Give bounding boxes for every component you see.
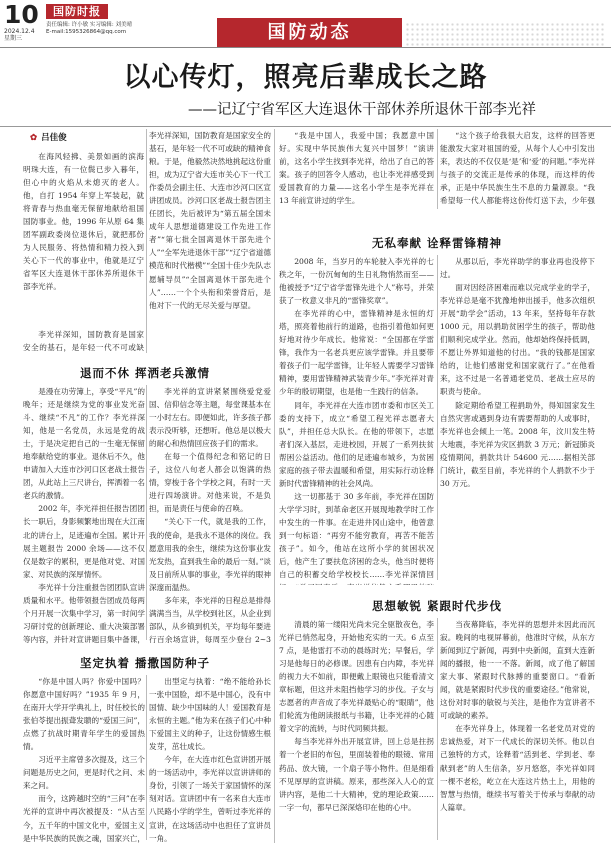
section-3-column-a <box>279 255 434 585</box>
column-divider <box>146 385 147 640</box>
section-1-paragraph: 是漫在功劳簿上，享受“平凡”的晚年；还是继续为党的事业发光奋斗、继续“不凡”的工作？李光祥深知，他是一名党员，永远是党的战士，于是决定把自己的一生毫无保留地奉献给党的事业。退休后不久，他申请加入大连市沙河口区老战士报告团，从此站上三尺讲台，挥洒着一名老兵的激情。 <box>23 387 145 501</box>
section-3-column-b <box>440 255 595 585</box>
section-3-paragraph: 面对因经济困难而难以完成学业的学子，李光祥总是毫不犹豫地伸出援手，他多次组织开展“助学会”活动，13 年来，坚持每年存款 1000 元，用以捐助贫困学生的孩子，帮助他们顺利完成学业。然而，他却始终保持低调，不愿让外界知道他的付出。“我的钱都是国家给的，让他们感谢党和国家就行了。”在他看来，这不过是一名普通老党员、老战士应尽的职责与使命。 <box>440 283 595 397</box>
section-1-paragraph: 李光祥十分注重报告团团队宣讲质量和水平。他带领报告团成员每两个月开展一次集中学习，第一时间学习研讨党的创新理论、重大决策部署等内容，并针对宣讲题目集中备课， <box>23 582 145 644</box>
intro-column-2 <box>149 129 271 357</box>
section-3-paragraph: 2008 年，当岁月的车轮驶入李光祥的七秩之年，一份沉甸甸的生日礼物悄然而至——他被授予“辽宁省学雷锋先进个人”称号，并荣获了一枚意义非凡的“雷锋奖章”。 <box>279 257 434 306</box>
section-3-paragraph: 这一切都基于 30 多年前，李光祥在国防大学学习时，到革命老区开展现地教学时工作中发生的一件事。在走进井冈山途中，他曾意到一句标语：“再穷不能穷教育，再苦不能苦孩子”。如今，他站在这所小学的贫困状况后，他产生了要扶危济困的念头，他当时便将自己的积蓄交给学校校长……李光祥深情回 <box>279 491 434 580</box>
author-byline <box>30 131 67 143</box>
section-1-paragraph: 李光祥的宣讲紧紧围绕爱党爱国、信仰信念等主题，每堂课基本在一小时左右。即便如此，许多孩子都表示没听够，还想听。他总是以极大的耐心和热情回应孩子们的需求。 <box>149 387 271 449</box>
column-divider <box>146 129 147 353</box>
editors-text: 责任编辑: 许小敏 实习编辑: 刘美晴 <box>46 22 132 28</box>
section-4-paragraph: 每当李光祥外出开展宣讲，回上总是拄拐着一个老旧的布包，里面装着他的眼镜、常用药品、放大镜，一个扇子等小物件。但是细看不见厚厚的宣讲稿。原来，那些深入人心的宣讲内容，是他二十大精神，党的理论政策……一字一句，都早已深深烙印在他的心中。 <box>279 737 434 812</box>
section-1-column-b <box>149 385 271 645</box>
section-1-paragraph: 2002 年，李光祥担任报告团团长一职后，身影频繁地出现在大江南北的讲台上，足迹遍布全国。累计开展主题报告 2000 余场——这不仅仅是数字的累积，更是他对党、对国家、对民族的深厚情怀。 <box>23 504 145 579</box>
continuation-paragraph: “我是中国人，我爱中国；我愿意中国好。实现中华民族伟大复兴中国梦！”演讲前，这名小学生找到李光祥，给出了自己的答案。孩子的回答令人感动，也让李光祥感受到爱国教育的力量——这名小学生是李光祥在 13 年前宣讲过的学生。 <box>279 131 434 206</box>
section-heading-1: 退而不休 挥洒老兵激情 <box>79 366 210 380</box>
section-3-paragraph: 除定期给希望工程捐助外，得知国家发生自然灾害或遇到身边有需要帮助的人或事时，李光祥也会倾上一笔。2008 年，汶川发生特大地震，李光祥为灾区捐款 3 万元；新冠肺炎疫情期间，捐款共计 54600 元……据相关部门统计，截至目前，李光祥的个人捐款不少于 30 万元。 <box>440 400 595 488</box>
section-2-column-a <box>23 675 145 843</box>
weekday-text: 星期三 <box>4 35 23 42</box>
article-title: 以心传灯，照亮后辈成长之路 <box>123 62 488 93</box>
section-1-paragraph: “关心下一代，就是我的工作，我的使命，是我永不退休的岗位。我愿意用我的余生，继续为这份事业发光发热，直到我生命的最后一刻。”谈及日前所从事的事业，李光祥的眼神深邃而温热。 <box>149 517 271 592</box>
intro-paragraph: 在海风轻拂、美景如画的滨海明珠大连，有一位鬓已步入暮年，但心中的火焰从未熄灭的老人。他，自打 1954 年穿上军装起，就将青春与热血毫无保留地献给祖国国防事业。他，1996 年从原 64 集团军副政委岗位退休后，就把那份为人民服务、将热情和精力投入到关心下一代的事业中，他就是辽宁省军区大连退休干部休养所退休干部李光祥。 <box>23 152 144 292</box>
continuation-column-a <box>279 129 434 209</box>
editor-info <box>46 22 166 36</box>
author-marker-icon: ✿ <box>30 133 38 143</box>
section-2-column-b <box>149 675 271 843</box>
section-4-column-b <box>440 618 595 843</box>
section-2-paragraph: 习近平主席曾多次提及，这三个问题是历史之问，更是时代之问、未来之问。 <box>23 755 145 791</box>
section-1-paragraph: 多年来，李光祥的日程总是排得满满当当，从学校到社区，从企业到部队，从乡镇到机关，平均每年要进行百余场宣讲，每周至少登台 2~3 <box>149 595 271 644</box>
section-2-paragraph: 而今，这跨越时空的“三问”在李光祥的宣讲中再次被提及：“从古至今，五千年的中国文化中，爱国主义是中华民族的民族之魂，国家兴亡， <box>23 794 145 843</box>
column-divider <box>437 255 438 580</box>
continuation-paragraph: “这个孩子给我很大启发，这样的回答更能激发大家对祖国的爱，从每个人心中引发出来，表达的不仅仅是‘是’和‘爱’的问题。”李光祥与孩子的交流正是传承的体现，而这样的传承，正是中华民族生生不息的力量源泉。“我希望每一代人都能将这份传灯送下去，少年强 <box>440 131 595 206</box>
title-divider <box>0 126 611 127</box>
section-2-paragraph: 今年，在大连市红色宣讲团开展的一场活动中，李光祥以宣讲讲师的身份，引领了一场关于家国情怀的深刻对话。宣讲团中有一名来自大连市八民路小学的学生，曾听过李光祥的宣讲，在这场活动中也担任了宣讲员一角。 <box>149 755 271 843</box>
column-divider <box>437 618 438 840</box>
section-banner: 国防动态 <box>217 18 402 48</box>
dot-pattern-decoration <box>405 22 605 48</box>
intro-paragraph: 李光祥深知，国防教育是国家安全的基石，是年轻一代不可或缺 <box>23 330 144 353</box>
section-2-paragraph: 出型定与执着：“绝不能给孙长一张中国脸，却不是中国心，没有中国情、缺少中国味的人！爱国教育是永恒的主题。”他为来在孩子们心中种下爱国主义的种子，让这份情感生根发芽，茁壮成长。 <box>149 677 271 752</box>
section-heading-4: 思想敏锐 紧跟时代步伐 <box>371 599 502 613</box>
section-heading-2: 坚定执着 播撒国防种子 <box>79 656 210 670</box>
section-1-paragraph: 在每一个值得纪念和铭记的日子，这位八旬老人都会以饱满的热情，穿梭于各个学校之间，有时一天进行四场演讲。对他来说，不是负担，而是责任与使命的召唤。 <box>149 452 271 514</box>
section-4-paragraph: 当夜幕降临，李光祥的思想并未因此而沉寂。晚间的电视屏幕前，他准时守候，从东方新闻到辽宁新闻，再到中央新闻，直到大连新闻的播报，他一一不落。新闻，成了他了解国家大事、紧跟时代脉搏的重要窗口。“看新闻，就是紧跟时代步伐的重要途径。”他常说，这份对时事的敏锐与关注，是他作为宣讲者不可或缺的素养。 <box>440 620 595 721</box>
column-divider <box>146 675 147 840</box>
email-text: E-mail:1595326864@qq.com <box>46 29 127 35</box>
section-1-column-a <box>23 385 145 645</box>
author-name: 吕佳俊 <box>41 133 67 143</box>
section-2-paragraph: “你是中国人吗？你爱中国吗？你愿意中国好吗？”1935 年 9 月，在南开大学开学典礼上，时任校长的张伯苓提出振聋发聩的“爱国三问”，点燃了抗战时期青年学生的爱国热情。 <box>23 677 145 752</box>
continuation-column-b <box>440 129 595 209</box>
page-number: 10 <box>4 0 39 29</box>
date-text: 2024.12.4 <box>4 28 35 35</box>
section-4-paragraph: 在李光祥身上，体现着一名老党员对党的忠诚热爱，对下一代成长的深切关怀。他以自己独特的方式，诠释着“活到老、学到老、奉献到老”的人生信条，岁月悠悠，李光祥如同一棵不老松，屹立在大连这片热土上，用他的智慧与热情，继续书写着关于传承与奉献的动人篇章。 <box>440 724 595 812</box>
newspaper-logo: 国防时报 <box>46 4 108 19</box>
issue-date <box>4 28 40 42</box>
section-4-column-a <box>279 618 434 843</box>
column-divider <box>437 129 438 209</box>
main-column-divider <box>274 129 275 843</box>
section-4-paragraph: 清晨的第一缕阳光尚未完全驱散夜色，李光祥已悄然起身，开始他充实的一天。6 点至 7 点，是他雷打不动的晨练时光；早餐后，学习是他每日的必修课。因患有白内障，李光祥的视力大不如前，即便戴上眼镜也只能看清文章标题，但这并未阻挡他学习的步伐。子女与志愿者的声音成了李光祥最贴心的“眼睛”，他们轮流为他朗读报纸与书籍，让李光祥的心随着文字的流转，与时代同频共振。 <box>279 620 434 734</box>
intro-column-1b <box>23 328 144 356</box>
section-3-paragraph: 从那以后，李光祥助学的事业再也没停下过。 <box>440 257 595 280</box>
section-heading-3: 无私奉献 诠释雷锋精神 <box>371 236 502 250</box>
section-3-paragraph: 在李光祥的心中，雷锋精神是永恒的灯塔，照亮着他前行的道路，也指引着他如何更好地对待少年成长。他常说：“全国都在学雷锋，我作为一名老兵更应该学雷锋。并且要带着孩子们一起学雷锋，让年轻人需要学习雷锋精神，要用雷锋精神武装青少年。”李光祥对青少年的殷切期望，也是他一生践行的信条。 <box>279 309 434 397</box>
article-subtitle: ——记辽宁省军区大连退休干部休养所退休干部李光祥 <box>188 102 536 118</box>
intro-column-1 <box>23 150 144 328</box>
header-divider <box>0 47 611 48</box>
section-3-paragraph: 同年，李光祥在大连市团市委和市区关工委的支持下，成立“希望工程光祥志愿者大队”，并担任总大队长。在他的带领下，志愿者们深入基层，走进校园，开展了一系列扶贫帮困公益活动。他们的足迹遍布城乡，为贫困家庭的孩子带去温暖和希望，用实际行动诠释新时代雷锋精神的社会风尚。 <box>279 400 434 488</box>
intro-paragraph: 李光祥深知，国防教育是国家安全的基石，是年轻一代不可或缺的精神食粮。于是，他毅然决然地挑起这份重担，成为辽宁省大连市关心下一代工作委员会副主任、大连市沙河口区宣讲团成员。沙河口区老战士报告团主任团长，先后被评为“第五届全国未成年人思想道德建设工作先进工作者”“第七批全国离退休干部先进个人”“全军先进退休干部”“辽宁省道德模范和时代楷模”“全国十佳少先队志愿辅导员”“全国离退休干部先进个人”……一个个头衔和荣誉背后，是他对下一代的无尽关爱与厚望。 <box>149 131 271 310</box>
